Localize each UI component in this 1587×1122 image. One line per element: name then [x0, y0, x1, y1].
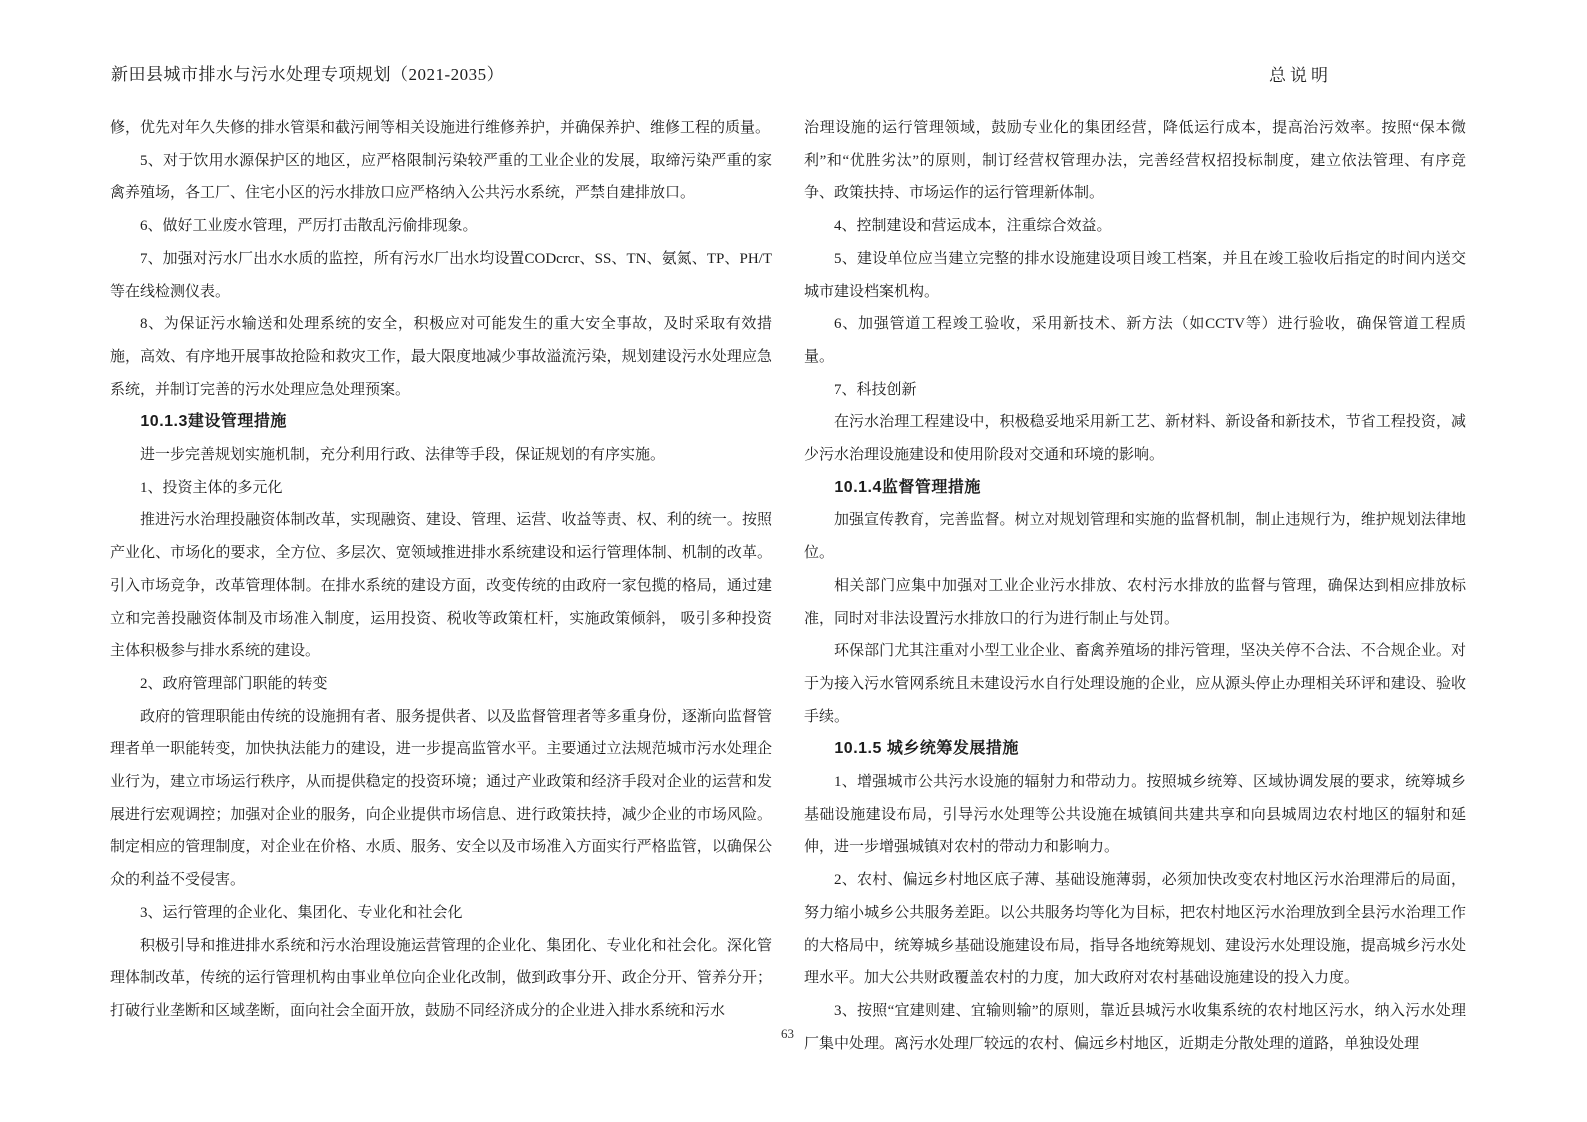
paragraph: 2、政府管理部门职能的转变	[140, 675, 328, 692]
paragraph: 加强宣传教育，完善监督。树立对规划管理和实施的监督机制，制止违规行为，维护规划法律地位。	[804, 512, 1466, 562]
paragraph: 修，优先对年久失修的排水管渠和截污闸等相关设施进行维修养护，并确保养护、维修工程的质量。	[110, 120, 771, 136]
page-number: 63	[781, 1026, 794, 1041]
paragraph: 1、投资主体的多元化	[140, 479, 283, 496]
right-column	[804, 112, 1466, 1060]
paragraph: 1、增强城市公共污水设施的辐射力和带动力。按照城乡统筹、区域协调发展的要求，统筹城乡基础设施建设布局，引导污水处理等公共设施在城镇间共建共享和向县城周边农村地区的辐射和延伸，进一步增强城镇对农村的带动力和影响力。	[804, 774, 1466, 856]
paragraph: 政府的管理职能由传统的设施拥有者、服务提供者、以及监督管理者等多重身份，逐渐向监督管理者单一职能转变，加快执法能力的建设，进一步提高监管水平。主要通过立法规范城市污水处理企业行为，建立市场运行秩序，从而提供稳定的投资环境；通过产业政策和经济手段对企业的运营和发展进行宏观调控；加强对企业的服务，向企业提供市场信息、进行政策扶持，减少企业的市场风险。制定相应的管理制度，对企业在价格、水质、服务、安全以及市场准入方面实行严格监管，以确保公众的利益不受侵害。	[110, 708, 772, 889]
paragraph: 在污水治理工程建设中，积极稳妥地采用新工艺、新材料、新设备和新技术，节省工程投资，减少污水治理设施建设和使用阶段对交通和环境的影响。	[804, 414, 1466, 464]
paragraph: 2、农村、偏远乡村地区底子薄、基础设施薄弱，必须加快改变农村地区污水治理滞后的局面，努力缩小城乡公共服务差距。以公共服务均等化为目标，把农村地区污水治理放到全县污水治理工作的大格局中，统筹城乡基础设施建设布局，指导各地统筹规划、建设污水处理设施，提高城乡污水处理水平。加大公共财政覆盖农村的力度，加大政府对农村基础设施建设的投入力度。	[804, 872, 1466, 987]
header-document-title: 新田县城市排水与污水处理专项规划（2021-2035）	[111, 65, 505, 84]
paragraph: 7、科技创新	[834, 381, 917, 398]
section-heading: 10.1.3建设管理措施	[140, 413, 287, 431]
paragraph: 6、做好工业废水管理，严厉打击散乱污偷排现象。	[140, 218, 478, 235]
section-heading: 10.1.5 城乡统筹发展措施	[834, 740, 1019, 758]
paragraph: 8、为保证污水输送和处理系统的安全，积极应对可能发生的重大安全事故，及时采取有效措施，高效、有序地开展事故抢险和救灾工作，最大限度地减少事故溢流污染，规划建设污水处理应急系统，并制订完善的污水处理应急处理预案。	[110, 316, 772, 398]
paragraph: 3、运行管理的企业化、集团化、专业化和社会化	[140, 904, 463, 921]
paragraph: 3、按照“宜建则建、宜输则输”的原则，靠近县城污水收集系统的农村地区污水，纳入污水处理厂集中处理。离污水处理厂较远的农村、偏远乡村地区，近期走分散处理的道路，单独设处理	[804, 1002, 1466, 1052]
section-heading: 10.1.4监督管理措施	[834, 478, 981, 496]
paragraph: 4、控制建设和营运成本，注重综合效益。	[834, 218, 1112, 235]
paragraph: 6、加强管道工程竣工验收，采用新技术、新方法（如CCTV等）进行验收，确保管道工程质量。	[804, 316, 1466, 365]
left-column	[110, 112, 772, 1028]
paragraph: 环保部门尤其注重对小型工业企业、畜禽养殖场的排污管理，坚决关停不合法、不合规企业。对于为接入污水管网系统且未建设污水自行处理设施的企业，应从源头停止办理相关环评和建设、验收手续。	[804, 643, 1466, 725]
paragraph: 5、对于饮用水源保护区的地区，应严格限制污染较严重的工业企业的发展，取缔污染严重的家禽养殖场，各工厂、住宅小区的污水排放口应严格纳入公共污水系统，严禁自建排放口。	[110, 152, 772, 202]
paragraph: 5、建设单位应当建立完整的排水设施建设项目竣工档案，并且在竣工验收后指定的时间内送交城市建设档案机构。	[804, 250, 1466, 300]
paragraph: 进一步完善规划实施机制，充分利用行政、法律等手段，保证规划的有序实施。	[140, 447, 666, 464]
paragraph: 推进污水治理投融资体制改革，实现融资、建设、管理、运营、收益等责、权、利的统一。按照产业化、市场化的要求，全方位、多层次、宽领域推进排水系统建设和运行管理体制、机制的改革。引入市场竞争，改革管理体制。在排水系统的建设方面，改变传统的由政府一家包揽的格局，通过建立和完善投融资体制及市场准入制度，运用投资、税收等政策杠杆，实施政策倾斜， 吸引多种投资主体积极参与排水系统的建设。	[110, 512, 772, 660]
paragraph: 相关部门应集中加强对工业企业污水排放、农村污水排放的监督与管理，确保达到相应排放标准，同时对非法设置污水排放口的行为进行制止与处罚。	[804, 577, 1466, 627]
paragraph: 7、加强对污水厂出水水质的监控，所有污水厂出水均设置CODcrcr、SS、TN、氨氮、TP、PH/T等在线检测仪表。	[110, 250, 772, 300]
paragraph: 治理设施的运行管理领域，鼓励专业化的集团经营，降低运行成本，提高治污效率。按照“保本微利”和“优胜劣汰”的原则，制订经营权管理办法，完善经营权招投标制度，建立依法管理、有序竞争、政策扶持、市场运作的运行管理新体制。	[804, 120, 1466, 202]
header-section-title: 总说明	[1269, 66, 1332, 85]
paragraph: 积极引导和推进排水系统和污水治理设施运营管理的企业化、集团化、专业化和社会化。深化管理体制改革，传统的运行管理机构由事业单位向企业化改制，做到政事分开、政企分开、管养分开；打破行业垄断和区域垄断，面向社会全面开放，鼓励不同经济成分的企业进入排水系统和污水	[110, 937, 772, 1019]
